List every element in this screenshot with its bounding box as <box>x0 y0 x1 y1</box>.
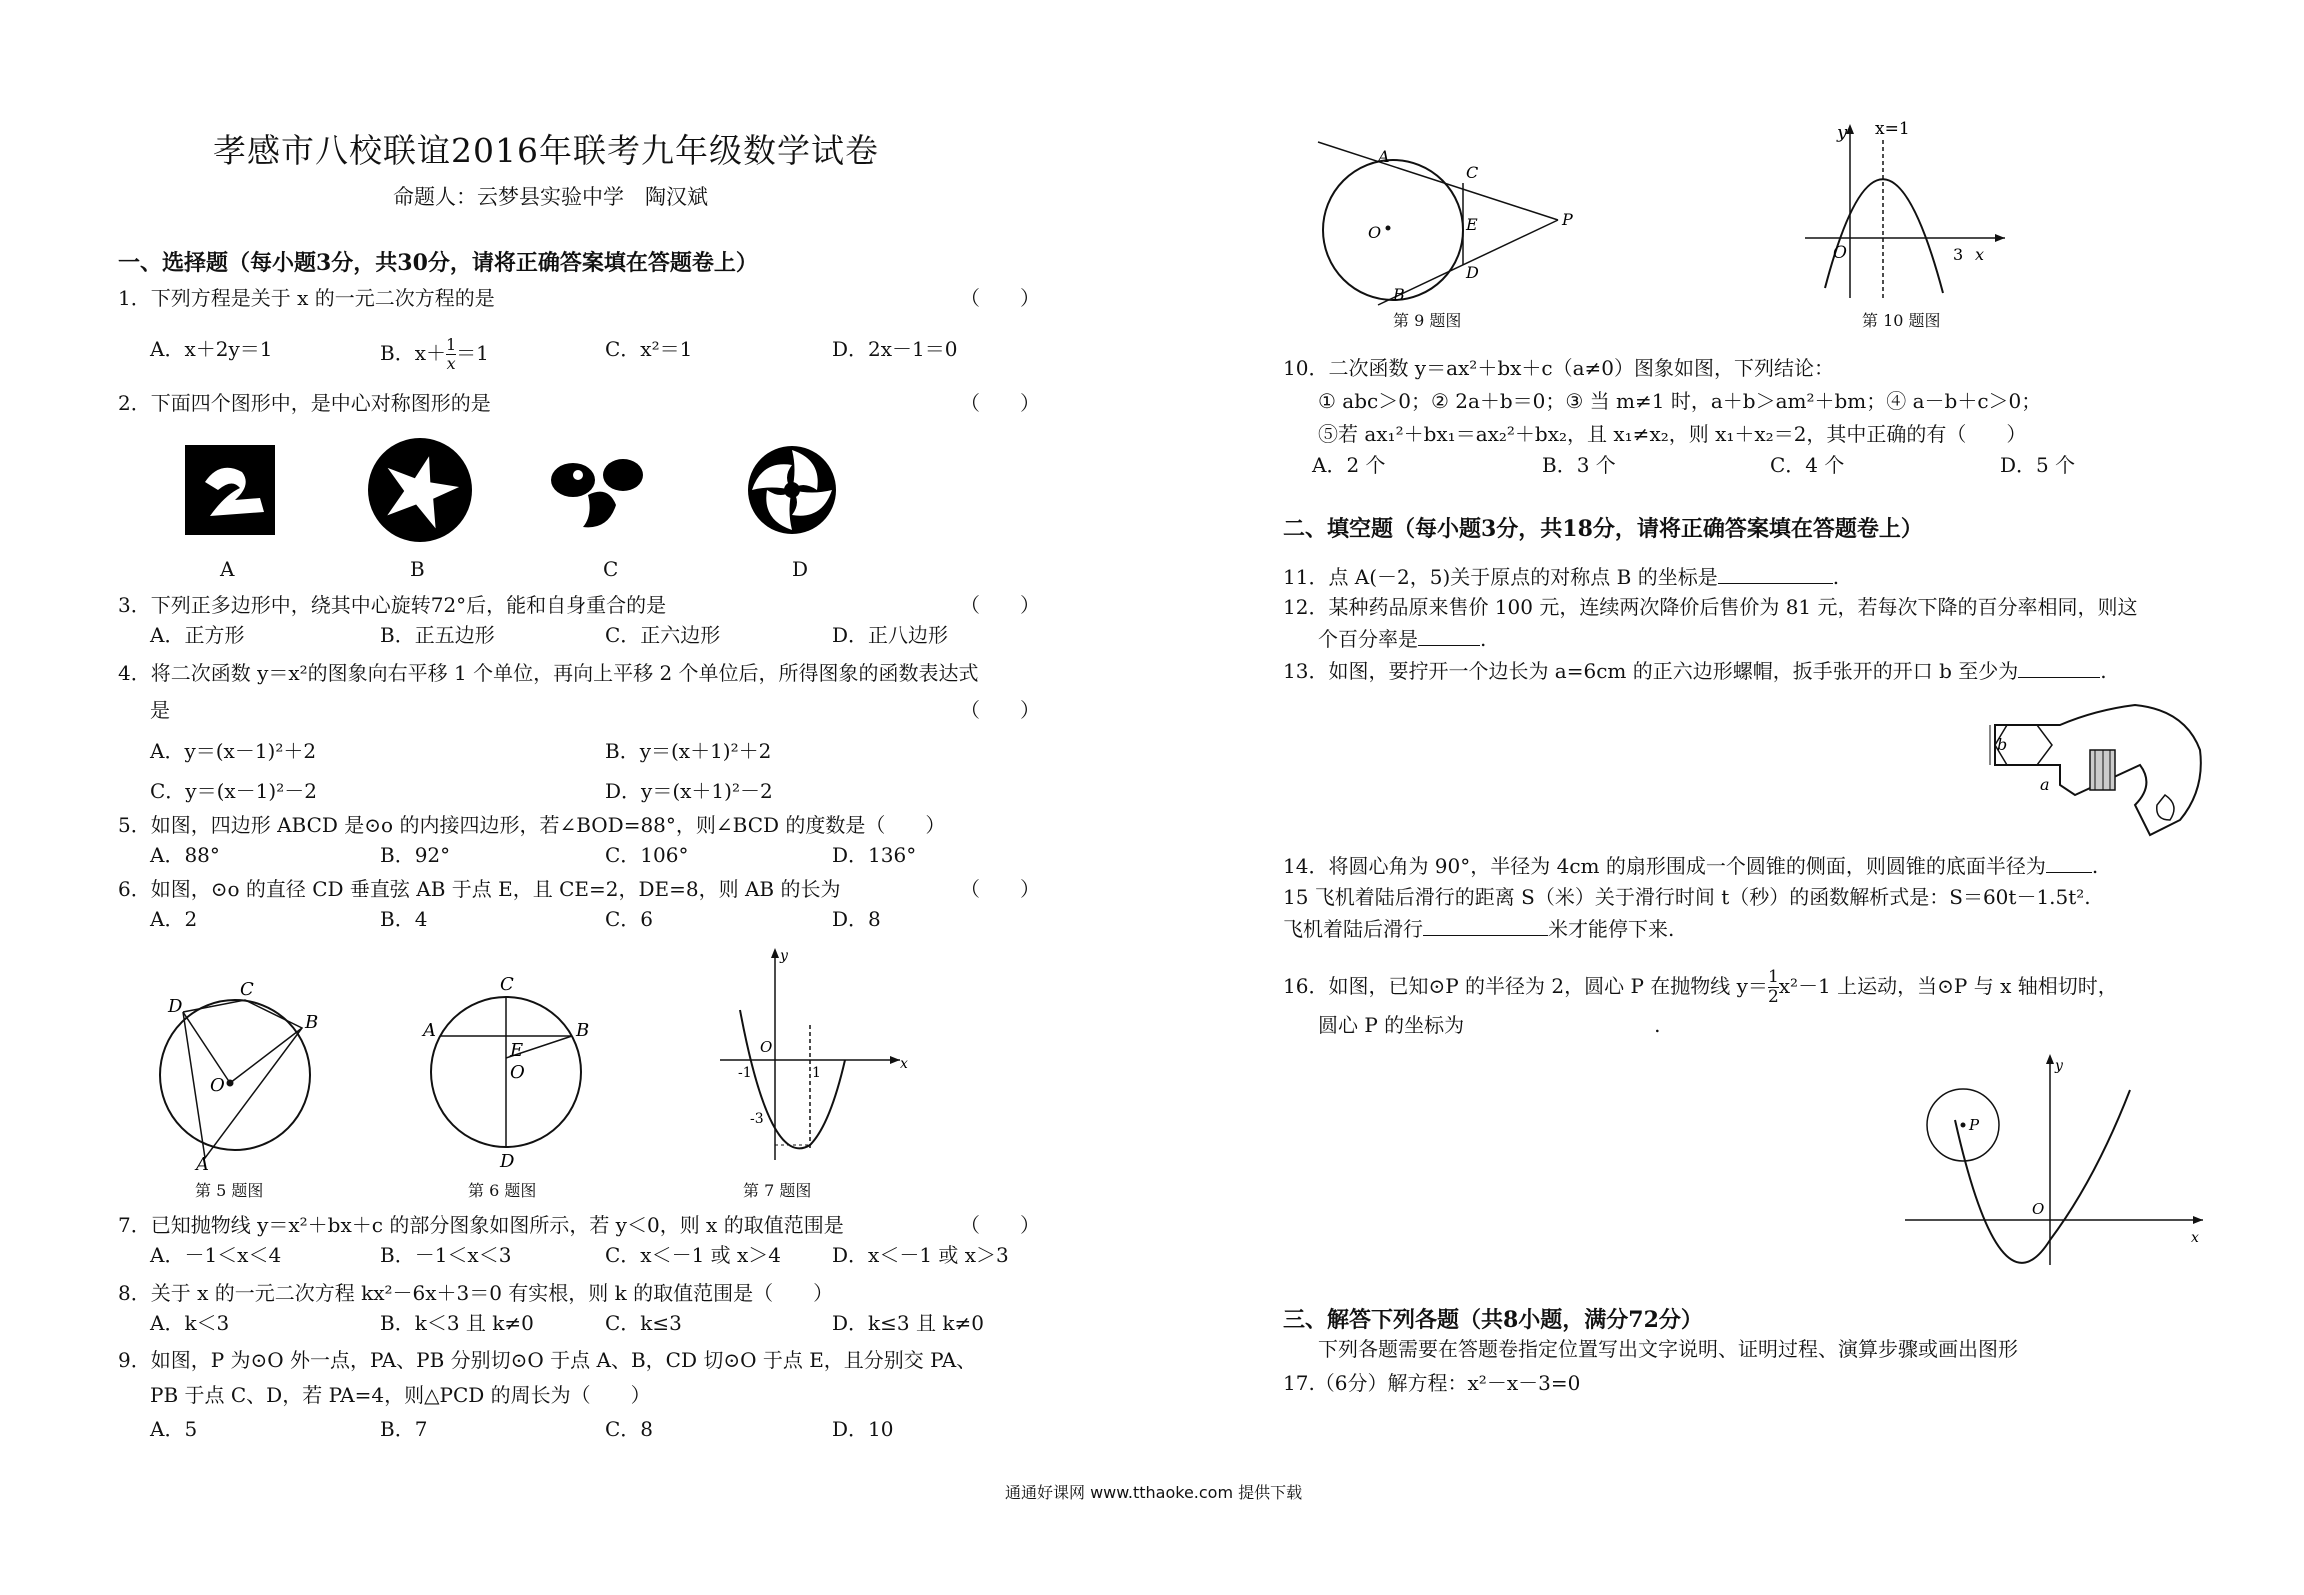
svg-text:-3: -3 <box>750 1111 764 1127</box>
svg-text:C: C <box>500 974 514 995</box>
q2-stem: 2．下面四个图形中，是中心对称图形的是 <box>118 391 491 415</box>
svg-text:b: b <box>1997 735 2008 754</box>
caption-q7: 第 7 题图 <box>743 1181 812 1200</box>
author-line: 命题人：云梦县实验中学 陶汉斌 <box>393 185 708 209</box>
svg-text:C: C <box>240 979 254 1000</box>
q1-option-a: A．x＋2y＝1 <box>150 337 273 361</box>
q13-text: 13．如图，要拧开一个边长为 a=6cm 的正六边形螺帽，扳手张开的开口 b 至少为 <box>1283 659 2019 683</box>
q10-option-a: A．2 个 <box>1312 453 1386 477</box>
svg-text:O: O <box>210 1075 225 1096</box>
q11-answer-blank <box>1718 565 1833 584</box>
figure-q9 <box>1318 140 1578 310</box>
q9-option-b: B．7 <box>380 1417 428 1441</box>
q4-option-a: A．y＝(x－1)²＋2 <box>150 739 317 763</box>
svg-text:x=1: x=1 <box>1875 119 1910 139</box>
svg-text:x: x <box>2191 1230 2199 1246</box>
q15-end: 米才能停下来. <box>1548 917 1675 941</box>
q3-stem: 3．下列正多边形中，绕其中心旋转72°后，能和自身重合的是 <box>118 593 667 617</box>
q4-option-d: D．y＝(x＋1)²－2 <box>605 779 773 803</box>
q6-option-b: B．4 <box>380 907 428 931</box>
svg-text:1: 1 <box>812 1065 821 1081</box>
q1-answer-paren: （ ） <box>960 286 1040 310</box>
figure-q10 <box>1795 118 2015 308</box>
q16-text-post: x²－1 上运动，当⊙P 与 x 轴相切时， <box>1778 974 2118 998</box>
q16-text: 16．如图，已知⊙P 的半径为 2，圆心 P 在抛物线 y＝ <box>1283 974 1768 998</box>
q6-option-a: A．2 <box>150 907 198 931</box>
q14-text: 14．将圆心角为 90°，半径为 4cm 的扇形围成一个圆锥的侧面，则圆锥的底面半径为 <box>1283 854 2046 878</box>
q12-stem-cont <box>1318 626 1486 652</box>
q7-option-c: C．x＜－1 或 x＞4 <box>605 1243 782 1267</box>
q10-option-c: C．4 个 <box>1770 453 1845 477</box>
q9-option-c: C．8 <box>605 1417 654 1441</box>
q2-figure-c <box>548 445 648 535</box>
q10-conclusions-2: ⑤若 ax₁²＋bx₁＝ax₂²＋bx₂，且 x₁≠x₂，则 x₁＋x₂＝2，其中正确的有（ ） <box>1318 422 2027 446</box>
q14-answer-blank <box>2046 854 2092 873</box>
svg-text:A: A <box>196 1154 209 1175</box>
q1-option-b: B．x＋ $\frac{1}{x}$ ＝1 <box>380 335 489 373</box>
svg-text:x: x <box>900 1056 908 1072</box>
q5-option-b: B．92° <box>380 843 451 867</box>
caption-q5: 第 5 题图 <box>195 1181 264 1200</box>
svg-text:C: C <box>1466 163 1479 182</box>
svg-text:a: a <box>2040 775 2050 794</box>
q4-stem-cont: 是 <box>150 698 170 722</box>
figure-q16 <box>1905 1050 2205 1270</box>
q1-stem: 1．下列方程是关于 x 的一元二次方程的是 <box>118 286 495 310</box>
q2-label-b: B <box>410 557 425 581</box>
svg-text:O: O <box>1368 223 1382 242</box>
svg-text:P: P <box>1969 1116 1980 1134</box>
q15-answer-blank <box>1423 917 1548 936</box>
q2-label-a: A <box>220 557 235 581</box>
q7-option-d: D．x＜－1 或 x＞3 <box>832 1243 1009 1267</box>
q2-label-d: D <box>792 557 809 581</box>
q13-stem <box>1283 658 2107 684</box>
caption-q10: 第 10 题图 <box>1862 311 1941 330</box>
svg-text:E: E <box>1466 215 1478 234</box>
q6-stem: 6．如图，⊙o 的直径 CD 垂直弦 AB 于点 E，且 CE=2，DE=8，则 AB 的长为 <box>118 877 841 901</box>
q6-option-d: D．8 <box>832 907 881 931</box>
q9-stem-cont: PB 于点 C、D，若 PA=4，则△PCD 的周长为（ ） <box>150 1383 651 1407</box>
q2-figure-b <box>365 435 475 545</box>
svg-text:A: A <box>423 1020 436 1041</box>
figure-q6 <box>418 970 598 1170</box>
q3-option-b: B．正五边形 <box>380 623 495 647</box>
svg-text:O: O <box>2032 1200 2045 1218</box>
q2-figure-d <box>742 440 842 540</box>
q15-stem: 15 飞机着陆后滑行的距离 S（米）关于滑行时间 t（秒）的函数解析式是：S＝60t－1.5t². <box>1283 885 2091 909</box>
caption-q6: 第 6 题图 <box>468 1181 537 1200</box>
caption-q9: 第 9 题图 <box>1393 311 1462 330</box>
q4-option-c: C．y＝(x－1)²－2 <box>150 779 317 803</box>
q1-option-d: D．2x－1＝0 <box>832 337 958 361</box>
q16-stem-cont <box>1318 1012 1661 1038</box>
section-heading-solve: 三、解答下列各题（共8小题，满分72分） <box>1283 1307 1703 1333</box>
figure-q13-wrench <box>1985 695 2205 845</box>
q7-option-a: A．－1＜x＜4 <box>150 1243 282 1267</box>
q2-figure-a <box>180 440 280 540</box>
svg-text:-1: -1 <box>738 1065 752 1081</box>
svg-text:B: B <box>576 1020 590 1041</box>
svg-text:D: D <box>168 996 183 1017</box>
section3-instructions: 下列各题需要在答题卷指定位置写出文字说明、证明过程、演算步骤或画出图形 <box>1318 1337 2018 1361</box>
q11-stem <box>1283 564 1839 590</box>
q15-text: 飞机着陆后滑行 <box>1283 917 1423 941</box>
q11-text: 11．点 A(－2，5)关于原点的对称点 B 的坐标是 <box>1283 565 1718 589</box>
q6-option-c: C．6 <box>605 907 654 931</box>
q11-end: . <box>1832 565 1840 589</box>
q8-option-a: A．k＜3 <box>150 1311 230 1335</box>
q5-stem: 5．如图，四边形 ABCD 是⊙o 的内接四边形，若∠BOD=88°，则∠BCD 的度数是（ ） <box>118 813 946 837</box>
q16-text-2: 圆心 P 的坐标为 <box>1318 1013 1465 1037</box>
q12-stem: 12．某种药品原来售价 100 元，连续两次降价后售价为 81 元，若每次下降的百分率相同，则这 <box>1283 595 2138 619</box>
svg-text:y: y <box>780 948 788 964</box>
q10-option-b: B．3 个 <box>1542 453 1616 477</box>
svg-text:B: B <box>305 1012 319 1033</box>
q5-option-d: D．136° <box>832 843 917 867</box>
q5-option-c: C．106° <box>605 843 689 867</box>
q14-stem <box>1283 853 2098 879</box>
svg-text:x: x <box>1975 245 1985 264</box>
figure-q5 <box>150 975 325 1175</box>
q1-option-b-rhs: ＝1 <box>456 341 489 365</box>
q14-end: . <box>2091 854 2099 878</box>
q6-answer-paren: （ ） <box>960 877 1040 901</box>
q8-option-d: D．k≤3 且 k≠0 <box>832 1311 984 1335</box>
section-heading-fill: 二、填空题（每小题3分，共18分，请将正确答案填在答题卷上） <box>1283 516 1923 542</box>
q4-option-b: B．y＝(x＋1)²＋2 <box>605 739 772 763</box>
q12-answer-blank <box>1418 627 1480 646</box>
svg-text:D: D <box>1466 263 1479 282</box>
q7-stem: 7．已知抛物线 y＝x²＋bx＋c 的部分图象如图所示，若 y＜0，则 x 的取值范围是 <box>118 1213 844 1237</box>
q10-conclusions-1: ① abc＞0；② 2a＋b＝0；③ 当 m≠1 时，a＋b＞am²＋bm；④ a－b＋c＞0； <box>1318 389 2042 413</box>
page-title: 孝感市八校联谊2016年联考九年级数学试卷 <box>213 131 879 170</box>
q17-stem: 17.（6分）解方程：x²－x－3=0 <box>1283 1371 1581 1395</box>
q1-option-b-label: B． <box>380 341 415 365</box>
q4-answer-paren: （ ） <box>960 698 1040 722</box>
q9-option-a: A．5 <box>150 1417 198 1441</box>
q10-option-d: D．5 个 <box>2000 453 2076 477</box>
q9-option-d: D．10 <box>832 1417 894 1441</box>
svg-text:D: D <box>500 1151 515 1172</box>
q8-option-c: C．k≤3 <box>605 1311 682 1335</box>
svg-text:y: y <box>1837 122 1848 143</box>
q1-option-c: C．x²＝1 <box>605 337 693 361</box>
q12-end: . <box>1480 627 1487 651</box>
q3-answer-paren: （ ） <box>960 593 1040 617</box>
q2-answer-paren: （ ） <box>960 391 1040 415</box>
svg-text:P: P <box>1562 210 1573 229</box>
q13-answer-blank <box>2018 659 2100 678</box>
figure-q7 <box>700 940 908 1170</box>
svg-text:O: O <box>1833 243 1847 263</box>
q15-stem-cont <box>1283 916 1674 942</box>
q5-option-a: A．88° <box>150 843 220 867</box>
q1-option-b-x: x <box>414 341 426 365</box>
q8-stem: 8．关于 x 的一元二次方程 kx²－6x＋3＝0 有实根，则 k 的取值范围是（ ） <box>118 1281 834 1305</box>
footer-source: 通通好课网 www.tthaoke.com 提供下载 <box>1005 1483 1303 1502</box>
q16-end: . <box>1654 1013 1661 1037</box>
q13-end: . <box>2100 659 2107 683</box>
q7-answer-paren: （ ） <box>960 1213 1040 1237</box>
q9-stem: 9．如图，P 为⊙O 外一点，PA、PB 分别切⊙O 于点 A、B，CD 切⊙O 于点 E，且分别交 PA、 <box>118 1348 977 1372</box>
svg-text:3: 3 <box>1953 245 1964 264</box>
q7-option-b: B．－1＜x＜3 <box>380 1243 512 1267</box>
q8-option-b: B．k＜3 且 k≠0 <box>380 1311 534 1335</box>
svg-text:B: B <box>1393 285 1405 304</box>
q10-stem: 10．二次函数 y＝ax²＋bx＋c（a≠0）图象如图，下列结论： <box>1283 356 1835 380</box>
q16-stem: 16．如图，已知⊙P 的半径为 2，圆心 P 在抛物线 y＝ $\frac{1}{2}$ x²－1 上运动，当⊙P 与 x 轴相切时， <box>1283 967 2118 1007</box>
svg-text:y: y <box>2055 1058 2063 1074</box>
q3-option-d: D．正八边形 <box>832 623 949 647</box>
svg-text:O: O <box>510 1062 525 1083</box>
q2-label-c: C <box>603 557 619 581</box>
q4-stem: 4．将二次函数 y＝x²的图象向右平移 1 个单位，再向上平移 2 个单位后，所得图象的函数表达式 <box>118 661 979 685</box>
section-heading-choice: 一、选择题（每小题3分，共30分，请将正确答案填在答题卷上） <box>118 250 758 276</box>
q3-option-a: A．正方形 <box>150 623 245 647</box>
q3-option-c: C．正六边形 <box>605 623 721 647</box>
svg-text:O: O <box>760 1038 773 1056</box>
svg-text:A: A <box>1378 147 1390 166</box>
q12-text: 个百分率是 <box>1318 627 1418 651</box>
svg-text:E: E <box>510 1040 524 1061</box>
